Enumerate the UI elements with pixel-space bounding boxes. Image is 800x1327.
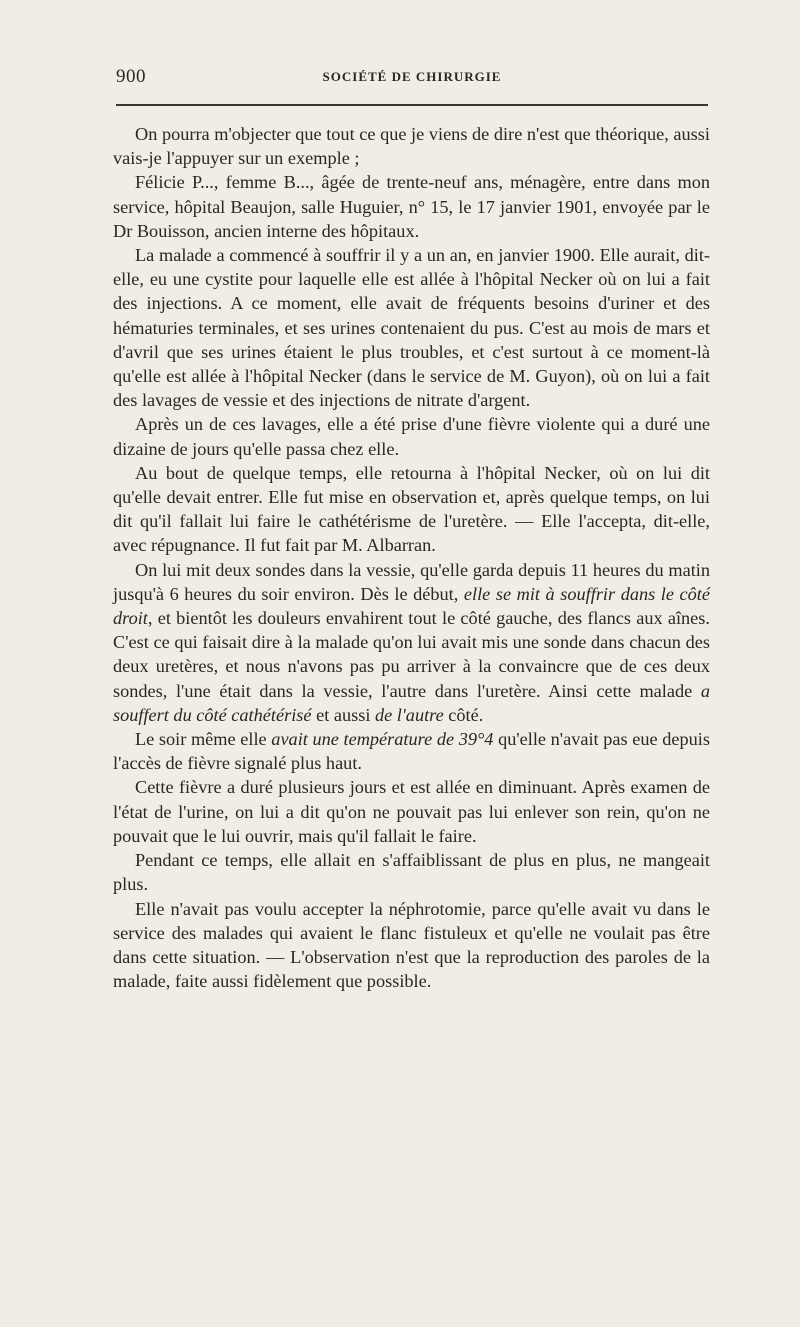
running-title: SOCIÉTÉ DE CHIRURGIE <box>322 69 502 84</box>
paragraph-3: La malade a commencé à souffrir il y a un an, en janvier 1900. Elle aurait, dit-elle, eu une cystite pour laquelle elle est allée à l'hôpital Necker où on lui a fait des injections. A ce moment, elle avait de fréquents besoins d'uriner et des hématuries terminales, et ses urines contenaient du pus. C'est au mois de mars et d'avril que ses urines étaient le plus troubles, et c'est surtout à ce moment-là qu'elle est allée à l'hôpital Necker (dans le service de M. Guyon), où on lui a fait des lavages de vessie et des injections de nitrate d'argent. <box>113 245 710 411</box>
paragraph-7 <box>113 727 710 775</box>
paragraph-5: Au bout de quelque temps, elle retourna à l'hôpital Necker, où on lui dit qu'elle devait entrer. Elle fut mise en observation et, après quelque temps, on lui dit qu'il fallait lui faire le cathétérisme de l'uretère. — Elle l'accepta, dit-elle, avec répugnance. Il fut fait par M. Albarran. <box>113 462 710 556</box>
paragraph-6 <box>113 558 710 727</box>
paragraph-1: On pourra m'objecter que tout ce que je viens de dire n'est que théorique, aussi vais-je l'appuyer sur un exemple ; <box>113 124 710 169</box>
paragraph-10: Elle n'avait pas voulu accepter la néphrotomie, parce qu'elle avait vu dans le service des malades qui avaient le flanc fistuleux et qu'elle ne voulait pas être dans cette situation. — L'observation n'est que la reproduction des paroles de la malade, faite aussi fidèlement que possible. <box>113 898 710 992</box>
paragraph-6-italic-b: elle se mit à souffrir dans le côté droit <box>113 583 710 629</box>
paragraph-9: Pendant ce temps, elle allait en s'affaiblissant de plus en plus, ne mangeait plus. <box>113 850 710 895</box>
paragraph-7-text-a: Le soir même elle <box>135 729 272 750</box>
paragraph-6-italic-f: de l'autre <box>374 704 444 725</box>
body-text <box>113 122 710 993</box>
paragraph-7-text-c: qu'elle n'avait pas eue depuis l'accès de fièvre signalé plus haut. <box>113 729 710 774</box>
paragraph-2: Félicie P..., femme B..., âgée de trente-neuf ans, ménagère, entre dans mon service, hôpital Beaujon, salle Huguier, n° 15, le 17 janvier 1901, envoyée par le Dr Bouisson, ancien interne des hôpitaux. <box>113 172 710 241</box>
paragraph-7-italic-b: avait une température de 39°4 <box>271 729 494 750</box>
paragraph-6-text-c: , et bientôt les douleurs envahirent tout le côté gauche, des flancs aux aînes. C'est ce qui faisait dire à la malade qu'on lui avait mis une sonde dans chacun des deux uretères, et nous n'avons pas pu arriver à la convaincre que de ces deux sondes, l'une était dans la vessie, l'autre dans l'uretère. Ainsi cette malade <box>113 608 710 701</box>
paragraph-6-text-g: côté. <box>443 704 484 725</box>
paragraph-6-text-e: et aussi <box>311 704 375 725</box>
page-number: 900 <box>116 66 146 87</box>
paragraph-6-text-a: On lui mit deux sondes dans la vessie, qu'elle garda depuis 11 heures du matin jusqu'à 6 heures du soir environ. Dès le début, <box>113 559 710 604</box>
paragraph-4: Après un de ces lavages, elle a été prise d'une fièvre violente qui a duré une dizaine de jours qu'elle passa chez elle. <box>113 414 710 459</box>
header-rule <box>116 104 708 106</box>
paragraph-6-italic-d: a souffert du côté cathétérisé <box>113 680 710 725</box>
page-header <box>116 66 708 90</box>
paragraph-8: Cette fièvre a duré plusieurs jours et est allée en diminuant. Après examen de l'état de l'urine, on lui a dit qu'on ne pouvait pas lui enlever son rein, qu'on ne pouvait que le lui ouvrir, mais qu'il fallait le faire. <box>113 777 710 846</box>
